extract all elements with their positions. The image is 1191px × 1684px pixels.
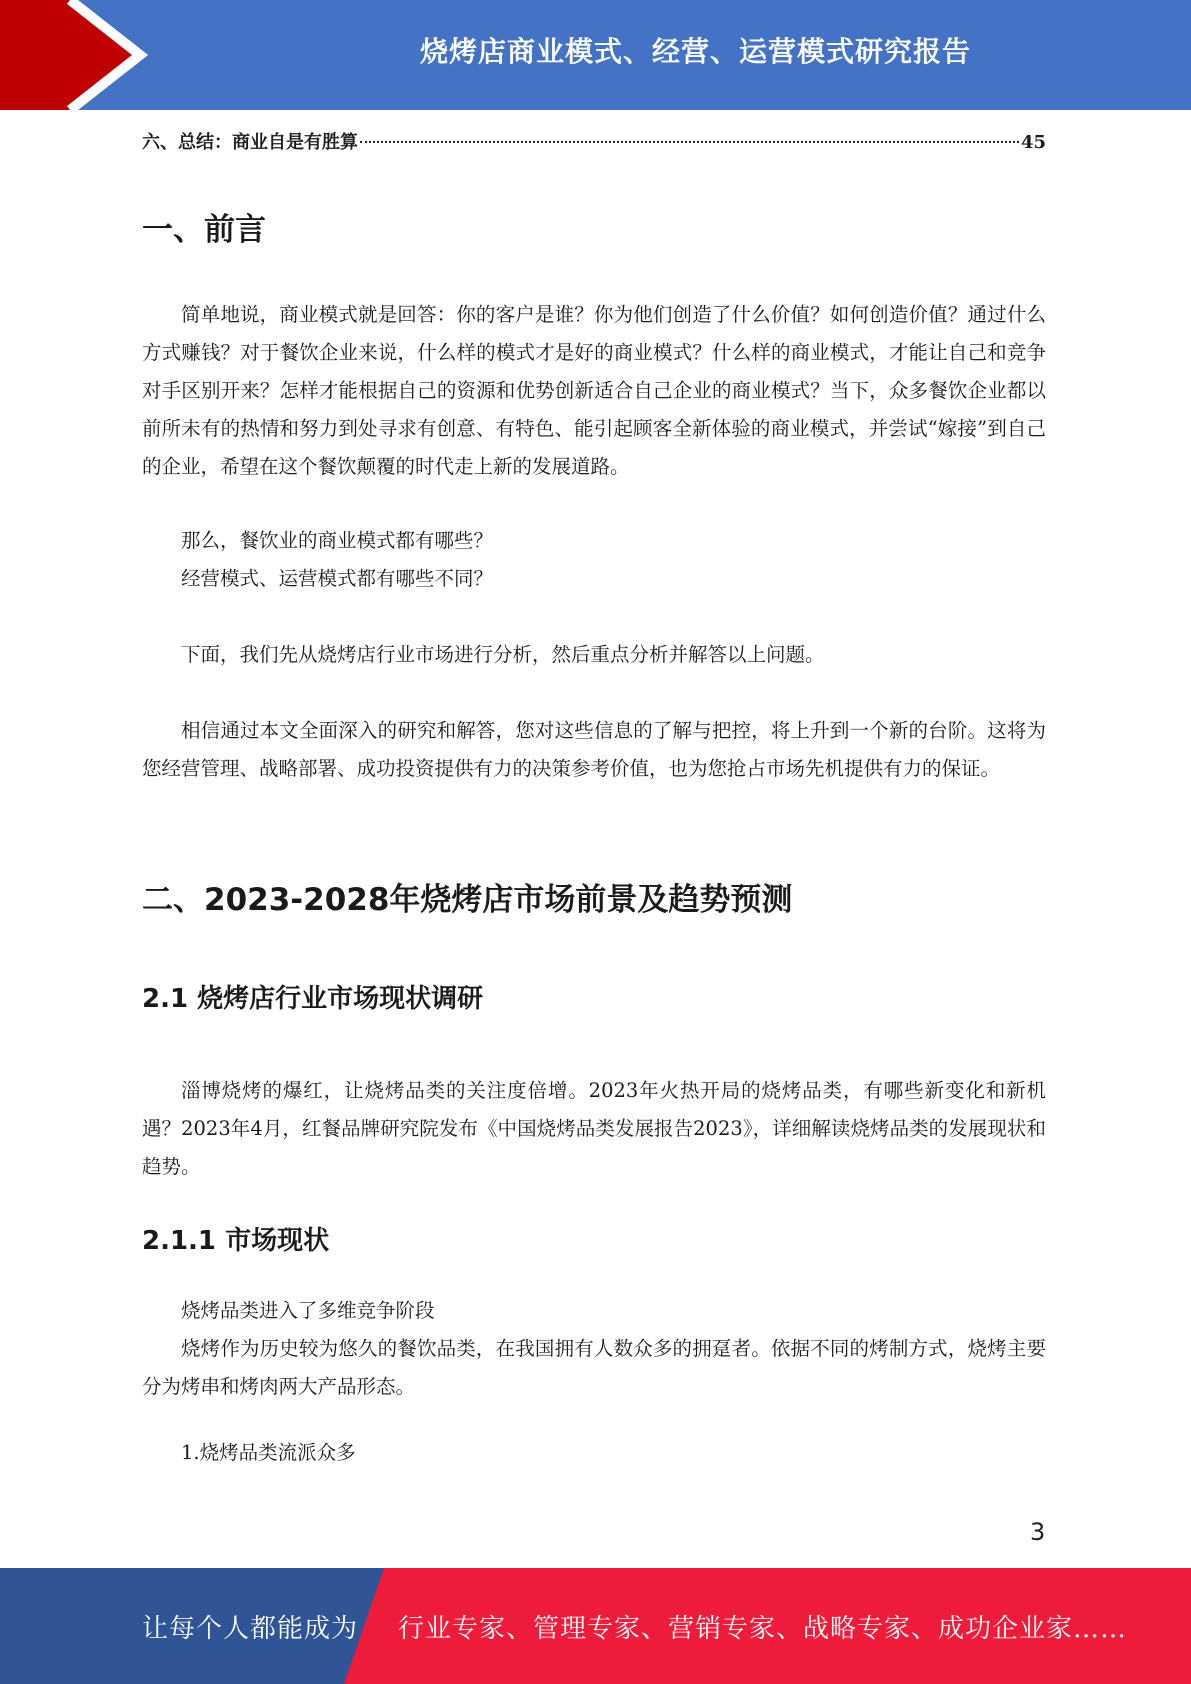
- subsection-heading-2-1-1: 2.1.1 市场现状: [142, 1226, 330, 1256]
- section-heading-forecast: 二、2023-2028年烧烤店市场前景及趋势预测: [142, 882, 793, 918]
- page-footer: [0, 1568, 1191, 1684]
- page-number: 3: [1030, 1518, 1046, 1546]
- subsection-2-1-1-paragraph: 烧烤作为历史较为悠久的餐饮品类，在我国拥有人数众多的拥趸者。依据不同的烤制方式，烧烤主要分为烤串和烤肉两大产品形态。: [142, 1337, 1046, 1398]
- preface-question-1: 那么，餐饮业的商业模式都有哪些？: [181, 529, 494, 552]
- toc-entry-page: 45: [1020, 132, 1046, 153]
- preface-paragraph-2: 下面，我们先从烧烤店行业市场进行分析，然后重点分析并解答以上问题。: [181, 643, 825, 666]
- section-heading-preface: 一、前言: [142, 212, 266, 248]
- subsection-2-1-1-lead: 烧烤品类进入了多维竞争阶段: [181, 1299, 435, 1322]
- header-title: 烧烤店商业模式、经营、运营模式研究报告: [419, 35, 971, 68]
- preface-paragraph-1: 简单地说，商业模式就是回答：你的客户是谁？你为他们创造了什么价值？如何创造价值？通过什么方式赚钱？对于餐饮企业来说，什么样的模式才是好的商业模式？什么样的商业模式，才能让自己和竞争对手区别开来？怎样才能根据自己的资源和优势创新适合自己企业的商业模式？当下，众多餐饮企业都以前所未有的热情和努力到处寻求有创意、有特色、能引起顾客全新体验的商业模式，并尝试“嫁接”到自己的企业，希望在这个餐饮颠覆的时代走上新的发展道路。: [142, 303, 1046, 478]
- preface-question-2: 经营模式、运营模式都有哪些不同？: [181, 567, 494, 590]
- page-header: [0, 0, 1191, 110]
- footer-slogan-right: 行业专家、管理专家、营销专家、战略专家、成功企业家……: [398, 1613, 1128, 1644]
- list-item-1: 1.烧烤品类流派众多: [181, 1441, 356, 1464]
- toc-entry-label: 六、总结：商业自是有胜算: [142, 132, 358, 153]
- preface-paragraph-3: 相信通过本文全面深入的研究和解答，您对这些信息的了解与把控，将上升到一个新的台阶。这将为您经营管理、战略部署、成功投资提供有力的决策参考价值，也为您抢占市场先机提供有力的保证。: [142, 719, 1046, 780]
- subsection-heading-2-1: 2.1 烧烤店行业市场现状调研: [142, 984, 484, 1014]
- document-body: [142, 128, 1046, 1464]
- toc-entry[interactable]: [142, 128, 1046, 154]
- subsection-2-1-paragraph: 淄博烧烤的爆红，让烧烤品类的关注度倍增。2023年火热开局的烧烤品类，有哪些新变化和新机遇？2023年4月，红餐品牌研究院发布《中国烧烤品类发展报告2023》，详细解读烧烤品类的发展现状和趋势。: [142, 1079, 1046, 1178]
- footer-slogan-left: 让每个人都能成为: [142, 1613, 359, 1644]
- toc-leader-dots: [360, 141, 1019, 143]
